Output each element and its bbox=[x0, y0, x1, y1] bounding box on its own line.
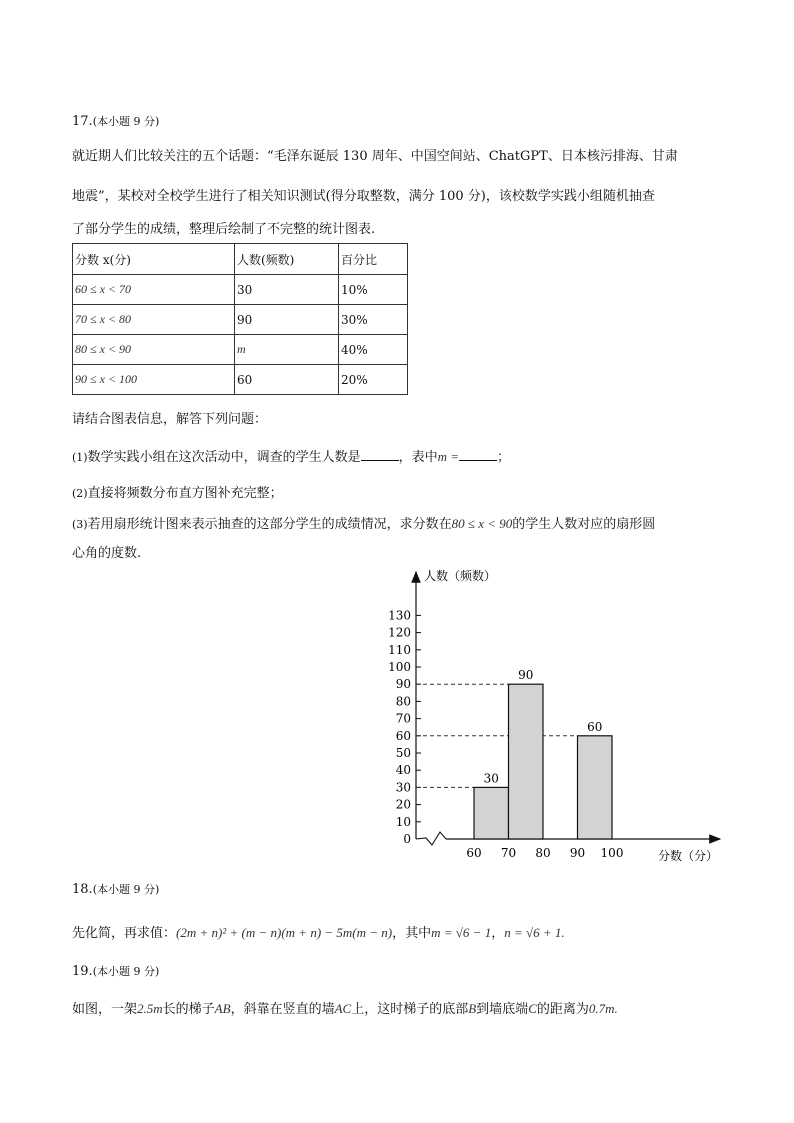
table-row bbox=[73, 335, 408, 365]
y-tick-label: 120 bbox=[388, 625, 411, 640]
sub1-text-c: ； bbox=[497, 450, 511, 465]
y-tick-label: 20 bbox=[395, 797, 411, 812]
x-tick-label: 70 bbox=[500, 846, 517, 860]
q17-header bbox=[72, 113, 159, 129]
q19-c: C bbox=[528, 1001, 537, 1016]
q19-text-3: ，斜靠在竖直的墙 bbox=[230, 1002, 335, 1017]
q18-expression: (2m + n)² + (m − n)(m + n) − 5m(m − n) bbox=[176, 925, 393, 940]
q17-line2: 地震”，某校对全校学生进行了相关知识测试(得分取整数，满分 100 分)，该校数学实践小组随机抽查 bbox=[72, 189, 655, 204]
q19-distance: 0.7m. bbox=[588, 1001, 618, 1016]
sub1-m-equals: m = bbox=[437, 449, 460, 464]
q19-text-4: 上，这时梯子的底部 bbox=[351, 1002, 469, 1017]
y-tick-label: 10 bbox=[395, 814, 411, 829]
table-cell-count: 60 bbox=[235, 365, 339, 395]
q19-text-1: 如图，一架 bbox=[72, 1002, 138, 1017]
q17-line3: 了部分学生的成绩，整理后绘制了不完整的统计图表. bbox=[72, 222, 376, 237]
q18-header bbox=[72, 881, 159, 897]
q18-number: 18. bbox=[72, 882, 93, 897]
table-cell-percent: 10% bbox=[339, 275, 408, 305]
q18-body bbox=[72, 922, 565, 941]
sub3-range: 80 ≤ x < 90 bbox=[451, 516, 513, 531]
q18-cond-n: n = √6 + 1. bbox=[504, 925, 565, 940]
x-tick-label: 100 bbox=[600, 846, 624, 860]
axis-break-zigzag bbox=[416, 832, 446, 845]
q18-prefix: 先化简，再求值： bbox=[72, 926, 177, 941]
x-tick-label: 60 bbox=[466, 846, 482, 860]
sub2-text: 直接将频数分布直方图补充完整； bbox=[87, 486, 283, 501]
q19-length: 2.5m bbox=[137, 1001, 163, 1016]
table-cell-range: 80 ≤ x < 90 bbox=[73, 335, 235, 365]
x-tick-label: 90 bbox=[569, 846, 586, 860]
answer-blank-count[interactable] bbox=[361, 448, 399, 461]
q17-sub3 bbox=[72, 513, 655, 532]
table-cell-range: 60 ≤ x < 70 bbox=[73, 275, 235, 305]
answer-blank-m[interactable] bbox=[459, 448, 497, 461]
x-axis-title: 分数（分） bbox=[658, 849, 719, 863]
q19-text-5: 到墙底端 bbox=[476, 1002, 529, 1017]
table-header-cell: 百分比 bbox=[339, 244, 408, 275]
y-tick-label: 40 bbox=[395, 763, 411, 778]
table-row bbox=[73, 275, 408, 305]
y-tick-label: 110 bbox=[388, 642, 411, 657]
bar-value-label: 30 bbox=[483, 771, 499, 786]
table-cell-percent: 30% bbox=[339, 305, 408, 335]
q19-b: B bbox=[468, 1001, 477, 1016]
x-tick-label: 80 bbox=[535, 846, 551, 860]
y-tick-label: 0 bbox=[403, 832, 411, 846]
y-tick-label: 30 bbox=[395, 780, 411, 795]
q19-header bbox=[72, 963, 159, 979]
table-cell-percent: 40% bbox=[339, 335, 408, 365]
y-tick-label: 70 bbox=[395, 711, 411, 726]
q17-sub3-cont: 心角的度数. bbox=[72, 546, 142, 561]
q19-ab: AB bbox=[214, 1001, 231, 1016]
table-cell-range: 90 ≤ x < 100 bbox=[73, 365, 235, 395]
histogram-bar bbox=[474, 787, 509, 839]
table-cell-percent: 20% bbox=[339, 365, 408, 395]
sub3-number: (3) bbox=[72, 518, 88, 531]
q19-text-6: 的距离为 bbox=[536, 1002, 589, 1017]
y-axis-title: 人数（频数） bbox=[424, 569, 497, 583]
sub2-number: (2) bbox=[72, 487, 88, 500]
q18-sep: ， bbox=[491, 926, 505, 941]
sub3-text-a: 若用扇形统计图来表示抽查的这部分学生的成绩情况，求分数在 bbox=[87, 517, 452, 532]
sub1-number: (1) bbox=[72, 451, 88, 464]
sub1-text-a: 数学实践小组在这次活动中，调查的学生人数是 bbox=[87, 450, 361, 465]
sub3-text-b: 的学生人数对应的扇形圆 bbox=[512, 517, 656, 532]
table-cell-count: m bbox=[235, 335, 339, 365]
q18-points: (本小题 9 分) bbox=[92, 883, 160, 896]
bar-value-label: 90 bbox=[518, 668, 534, 683]
table-header-cell: 人数(频数) bbox=[235, 244, 339, 275]
table-row bbox=[73, 305, 408, 335]
y-tick-label: 90 bbox=[395, 677, 411, 692]
y-tick-label: 50 bbox=[395, 746, 411, 760]
q18-cond-m: m = √6 − 1 bbox=[431, 925, 492, 940]
q17-number: 17. bbox=[72, 114, 93, 129]
q19-ac: AC bbox=[334, 1001, 352, 1016]
q18-mid: ，其中 bbox=[392, 926, 432, 941]
y-tick-label: 80 bbox=[395, 694, 411, 709]
table-row bbox=[73, 365, 408, 395]
histogram-bar bbox=[509, 684, 544, 839]
q17-line1: 就近期人们比较关注的五个话题：“毛泽东诞辰 130 周年、中国空间站、ChatGPT、日本核污排海、甘肃 bbox=[72, 149, 678, 164]
q19-text-2: 长的梯子 bbox=[162, 1002, 215, 1017]
q17-sub1 bbox=[72, 446, 510, 465]
q19-points: (本小题 9 分) bbox=[92, 965, 160, 978]
frequency-histogram bbox=[360, 560, 740, 870]
y-tick-label: 130 bbox=[388, 608, 411, 623]
score-table bbox=[72, 243, 408, 395]
sub1-text-b: ，表中 bbox=[398, 450, 438, 465]
q19-number: 19. bbox=[72, 964, 93, 979]
bar-value-label: 60 bbox=[587, 719, 603, 734]
table-cell-count: 30 bbox=[235, 275, 339, 305]
table-header-cell: 分数 x(分) bbox=[73, 244, 235, 275]
q17-sub2 bbox=[72, 482, 283, 501]
y-tick-label: 100 bbox=[388, 660, 411, 674]
table-header-row bbox=[73, 244, 408, 275]
q17-points: (本小题 9 分) bbox=[92, 115, 160, 128]
histogram-bar bbox=[578, 736, 613, 839]
q19-body bbox=[72, 998, 618, 1017]
q17-prompt: 请结合图表信息，解答下列问题： bbox=[72, 412, 268, 427]
table-cell-range: 70 ≤ x < 80 bbox=[73, 305, 235, 335]
y-tick-label: 60 bbox=[395, 728, 411, 743]
table-cell-count: 90 bbox=[235, 305, 339, 335]
